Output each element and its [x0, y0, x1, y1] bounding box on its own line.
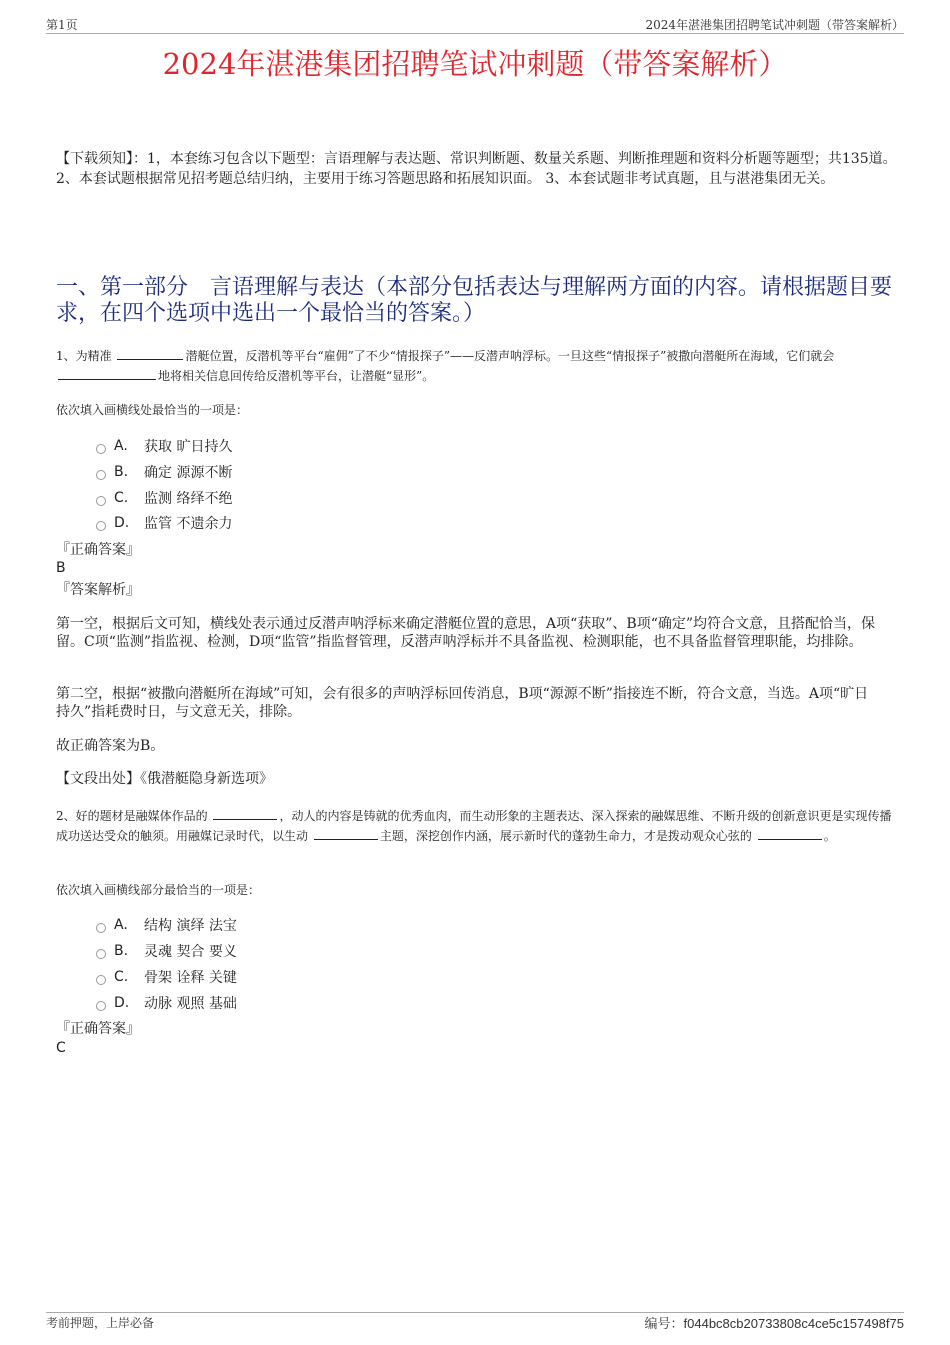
radio-icon[interactable]: [96, 1001, 106, 1011]
blank: [58, 367, 156, 380]
header-divider: [46, 33, 904, 34]
question-2: [56, 806, 898, 846]
q1-text: 地将相关信息回传给反潜机等平台，让潜艇“显形”。: [158, 369, 435, 383]
q2-option-d[interactable]: [96, 993, 237, 1013]
code-value: f044bc8cb20733808c4ce5c157498f75: [683, 1316, 904, 1331]
option-text: 获取 旷日持久: [144, 439, 233, 455]
blank: [117, 347, 183, 360]
header-doc-title: 2024年湛港集团招聘笔试冲刺题（带答案解析）: [645, 18, 904, 32]
q1-answer-label: 『正确答案』: [56, 542, 140, 558]
q2-text: ，动人的内容是铸就的优秀血肉，而生动形象的主题表达、深入探索的融媒思维、不断升级的创新意识更是实现传播成功送达受众的触须。用融媒记录时代，以生动: [56, 809, 892, 843]
radio-icon[interactable]: [96, 975, 106, 985]
q1-text: 潜艇位置，反潜机等平台“雇佣”了不少“情报探子”——反潜声呐浮标。一旦这些“情报探子”被撒向潜艇所在海域，它们就会: [185, 349, 835, 363]
q2-answer-label: 『正确答案』: [56, 1021, 140, 1037]
radio-icon[interactable]: [96, 496, 106, 506]
q2-option-a[interactable]: [96, 915, 237, 935]
q1-answer: B: [56, 560, 66, 576]
download-notice: 【下载须知】：1，本套练习包含以下题型：言语理解与表达题、常识判断题、数量关系题、判断推理题和资料分析题等题型；共135道。 2、本套试题根据常见招考题总结归纳，主要用于练习答题思路和拓展知识面。 3、本套试题非考试真题，且与湛港集团无关。: [56, 151, 897, 187]
code-label: 编号：: [644, 1317, 684, 1332]
option-text: 动脉 观照 基础: [144, 996, 237, 1012]
option-text: 灵魂 契合 要义: [144, 944, 237, 960]
option-text: 监管 不遗余力: [144, 516, 233, 532]
q1-prompt: 依次填入画横线处最恰当的一项是：: [56, 403, 249, 417]
radio-icon[interactable]: [96, 444, 106, 454]
option-letter: D.: [114, 515, 130, 531]
q2-text: 主题，深挖创作内涵，展示新时代的蓬勃生命力，才是拨动观众心弦的: [379, 829, 752, 843]
radio-icon[interactable]: [96, 949, 106, 959]
option-letter: C.: [114, 490, 129, 506]
q1-option-c[interactable]: [96, 488, 232, 508]
page-number: 第1页: [46, 18, 78, 32]
option-letter: C.: [114, 969, 129, 985]
q1-analysis-label: 『答案解析』: [56, 582, 140, 598]
option-letter: B.: [114, 464, 129, 480]
q1-analysis-para: 第一空，根据后文可知，横线处表示通过反潜声呐浮标来确定潜艇位置的意思，A项“获取”、B项“确定”均符合文意，且搭配恰当，保留。C项“监测”指监视、检测，D项“监管”指监督管理，反潜声呐浮标并不具备监视、检测职能，也不具备监督管理职能，均排除。: [56, 616, 876, 650]
radio-icon[interactable]: [96, 470, 106, 480]
q2-prompt: 依次填入画横线部分最恰当的一项是：: [56, 883, 261, 897]
q2-text: 2、好的题材是融媒体作品的: [56, 809, 208, 823]
q2-option-b[interactable]: [96, 941, 237, 961]
q2-answer: C: [56, 1040, 66, 1056]
blank: [314, 827, 378, 840]
q1-source: 【文段出处】《俄潜艇隐身新选项》: [56, 771, 273, 787]
q2-text: 。: [823, 829, 836, 843]
q1-analysis-para: 第二空，根据“被撒向潜艇所在海域”可知，会有很多的声呐浮标回传消息，B项“源源不断”指接连不断，符合文意，当选。A项“旷日持久”指耗费时日，与文意无关，排除。: [56, 686, 869, 720]
q2-option-c[interactable]: [96, 967, 237, 987]
q1-option-b[interactable]: [96, 462, 232, 482]
q1-option-a[interactable]: [96, 436, 232, 456]
option-letter: A.: [114, 438, 128, 454]
footer-slogan: 考前押题，上岸必备: [46, 1316, 155, 1330]
blank: [213, 807, 277, 820]
footer-code: [645, 1313, 905, 1332]
option-letter: A.: [114, 917, 128, 933]
question-1: [56, 346, 898, 386]
option-letter: B.: [114, 943, 129, 959]
option-text: 骨架 诠释 关键: [144, 970, 237, 986]
option-text: 结构 演绎 法宝: [144, 918, 237, 934]
q1-text: 1、为精准: [56, 349, 112, 363]
radio-icon[interactable]: [96, 521, 106, 531]
q1-analysis-para: 故正确答案为B。: [56, 738, 165, 754]
option-letter: D.: [114, 995, 130, 1011]
q1-option-d[interactable]: [96, 513, 232, 533]
option-text: 确定 源源不断: [144, 465, 233, 481]
section-heading: 一、第一部分 言语理解与表达（本部分包括表达与理解两方面的内容。请根据题目要求，在四个选项中选出一个最恰当的答案。）: [56, 275, 893, 326]
blank: [758, 827, 822, 840]
radio-icon[interactable]: [96, 923, 106, 933]
doc-title: 2024年湛港集团招聘笔试冲刺题（带答案解析）: [162, 47, 788, 81]
option-text: 监测 络绎不绝: [144, 491, 233, 507]
